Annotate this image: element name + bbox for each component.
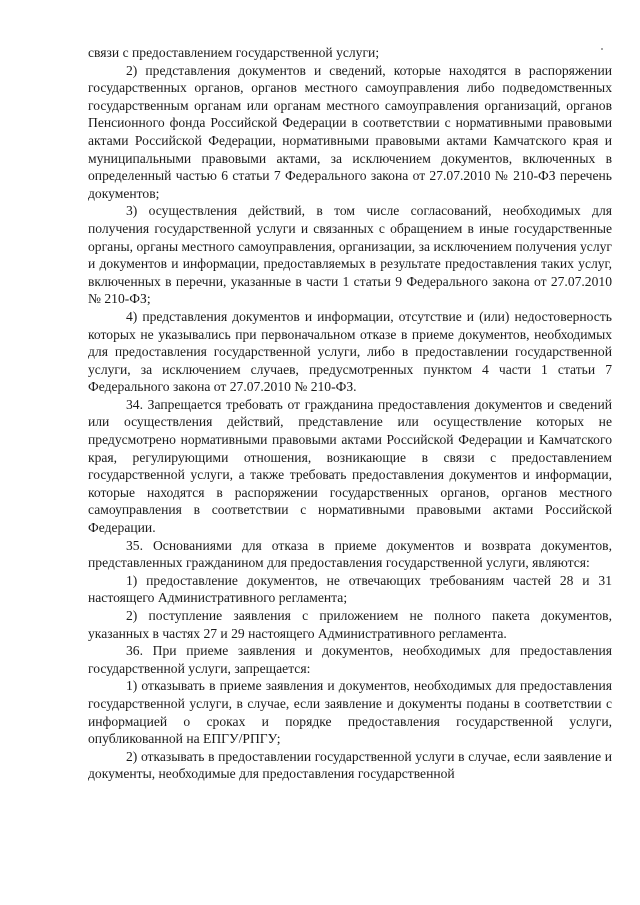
paragraph-section-34: 34. Запрещается требовать от гражданина предоставления документов и сведений или осуществления действий, представление или осуществление которых не предусмотрено нормативными правовыми актами Российской Федерации и Камчатского края, регулирующими отношения, возникающие в связи с предоставлением государственной услуги, а также требовать предоставления документов и информации, которые находятся в распоряжении государственных органов, органов местного самоуправления в соответствии с нормативными правовыми актами Российской Федерации. [88,396,612,536]
paragraph-section-35-item-2: 2) поступление заявления с приложением не полного пакета документов, указанных в частях 27 и 29 настоящего Административного регламента. [88,608,612,641]
paragraph-section-35-item-1: 1) предоставление документов, не отвечающих требованиям частей 28 и 31 настоящего Административного регламента; [88,572,612,606]
paragraph-item-3: 3) осуществления действий, в том числе согласований, необходимых для получения государственной услуги и связанных с обращением в иные государственные органы, органы местного самоуправления, организации, за исключением получения услуг и документов и информации, предоставляемых в результате предоставления таких услуг, включенных в перечни, указанные в части 1 статьи 9 Федерального закона от 27.07.2010 № 210-ФЗ; [88,203,612,307]
paragraph-section-36: 36. При приеме заявления и документов, необходимых для предоставления государственной услуги, запрещается: [88,643,612,676]
paragraph-section-36-item-2: 2) отказывать в предоставлении государственной услуги в случае, если заявление и документы, необходимые для предоставления государственной [88,748,612,782]
paragraph-section-35: 35. Основаниями для отказа в приеме документов и возврата документов, представленных гражданином для предоставления государственной услуги, являются: [88,537,612,571]
paragraph-section-36-item-1: 1) отказывать в приеме заявления и документов, необходимых для предоставления государственной услуги, в случае, если заявление и документы поданы в соответствии с информацией о сроках и порядке предоставления государственной услуги, опубликованной на ЕПГУ/РПГУ; [88,678,612,747]
scan-speck [601,48,603,50]
paragraph-continuation: связи с предоставлением государственной услуги; [88,45,380,60]
paragraph-item-4: 4) представления документов и информации, отсутствие и (или) недостоверность которых не указывались при первоначальном отказе в приеме документов, необходимых для предоставления государственной услуги, либо в предоставлении государственной услуги, за исключением случаев, предусмотренных пунктом 4 части 1 статьи 7 Федерального закона от 27.07.2010 № 210-ФЗ. [88,308,612,395]
paragraph-item-2: 2) представления документов и сведений, которые находятся в распоряжении государственных органов, органов местного самоуправления либо подведомственных государственным органам или органам местного самоуправления организаций, органов Пенсионного фонда Российской Федерации в соответствии с нормативными правовыми актами Российской Федерации, нормативными правовыми актами Камчатского края и муниципальными правовыми актами, за исключением документов, включенных в определенный частью 6 статьи 7 Федерального закона от 27.07.2010 № 210-ФЗ перечень документов; [88,62,612,201]
